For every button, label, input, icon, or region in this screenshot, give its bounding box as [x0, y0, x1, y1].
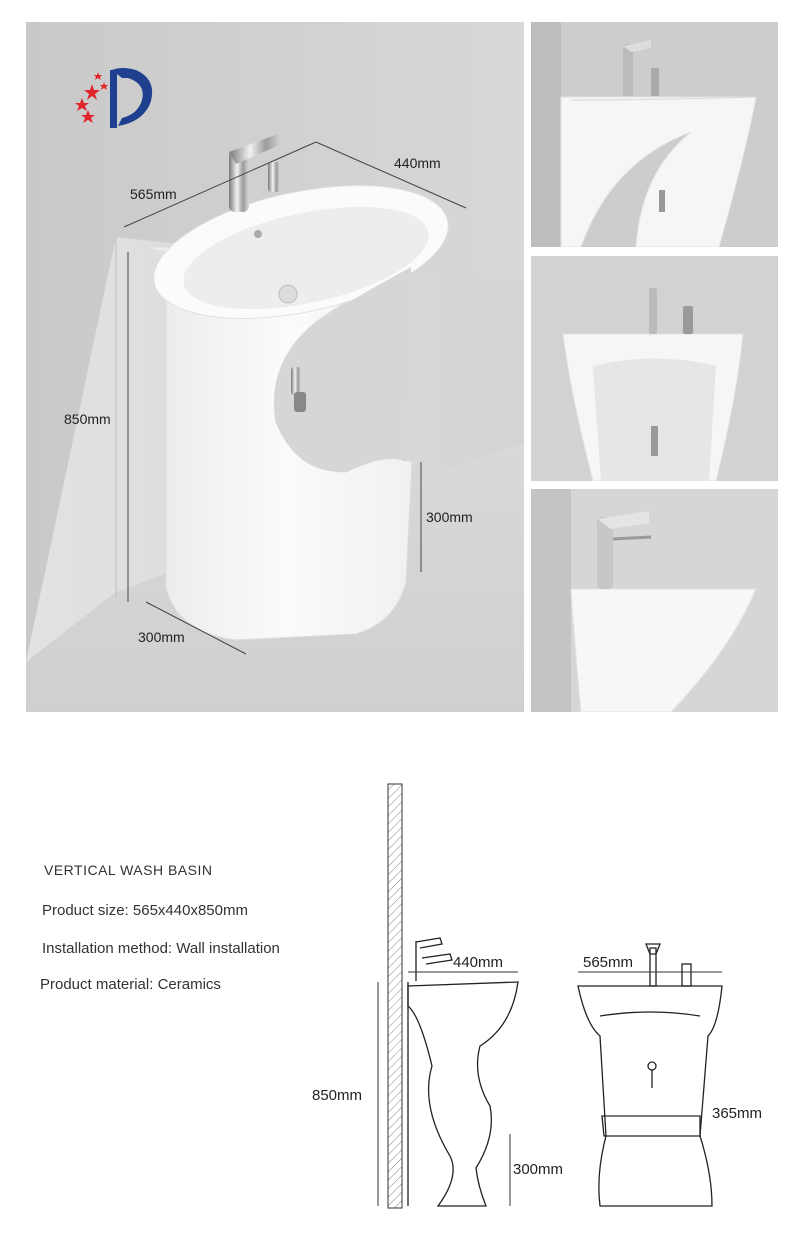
spec-install-label: Installation method:	[42, 940, 173, 957]
spec-material-row	[40, 976, 221, 993]
hero-depth-label: 565mm	[130, 186, 177, 202]
thumbnail-faucet-closeup	[531, 489, 778, 712]
spec-install-row	[42, 940, 280, 957]
technical-drawing	[300, 776, 790, 1216]
front-top-dim: 565mm	[583, 954, 634, 971]
hero-width-label: 440mm	[394, 155, 441, 171]
side-opening-dim: 300mm	[513, 1161, 564, 1178]
spec-material-value: Ceramics	[157, 976, 221, 993]
front-opening-dim: 365mm	[712, 1105, 763, 1122]
spec-material-label: Product material:	[40, 976, 154, 993]
hero-opening-label: 300mm	[426, 509, 473, 525]
front-view-drawing	[578, 944, 722, 1206]
hero-base-label: 300mm	[138, 629, 185, 645]
thumbnail-side-view	[531, 22, 778, 247]
side-top-dim: 440mm	[453, 954, 504, 971]
hero-height-label: 850mm	[64, 411, 111, 427]
side-view-drawing	[408, 938, 518, 1206]
spec-install-value: Wall installation	[176, 940, 280, 957]
product-title: VERTICAL WASH BASIN	[44, 862, 213, 878]
thumbnail-front-view	[531, 256, 778, 481]
hero-product-photo	[26, 22, 524, 712]
spec-size-label: Product size:	[42, 902, 129, 919]
side-height-dim: 850mm	[312, 1087, 363, 1104]
spec-size-value: 565x440x850mm	[132, 902, 248, 919]
spec-size-row	[42, 902, 248, 919]
